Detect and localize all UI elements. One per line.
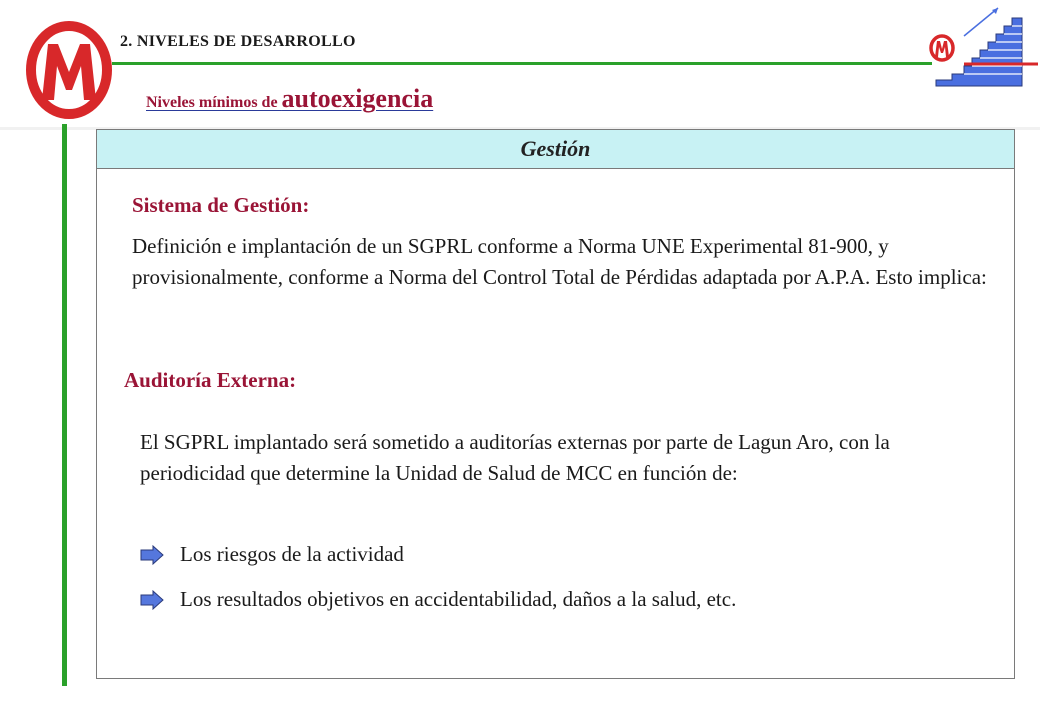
list-item [140, 587, 736, 612]
header-green-rule [112, 62, 932, 65]
arrow-right-icon [140, 545, 164, 565]
list-item [140, 542, 404, 567]
side-green-bar [62, 124, 67, 686]
heading-sistema-gestion: Sistema de Gestión: [132, 193, 310, 217]
bullet-text: Los resultados objetivos en accidentabilidad, daños a la salud, etc. [180, 587, 737, 611]
subtitle-emphasis: autoexigencia [281, 84, 434, 113]
page-subtitle [146, 84, 433, 114]
section-title: 2. NIVELES DE DESARROLLO [120, 33, 356, 50]
mcc-logo-icon [24, 20, 114, 120]
stairs-progress-icon [926, 2, 1038, 94]
heading-auditoria-externa: Auditoría Externa: [124, 368, 297, 392]
paragraph-auditoria-externa: El SGPRL implantado será sometido a auditorías externas por parte de Lagun Aro, con la periodicidad que determine la Unidad de Salud de MCC en función de: [140, 430, 890, 485]
arrow-right-icon [140, 590, 164, 610]
box-title: Gestión [97, 130, 1014, 169]
logo-letter: M [69, 118, 70, 119]
bullet-text: Los riesgos de la actividad [180, 542, 404, 566]
subtitle-prefix: Niveles mínimos de [146, 94, 282, 111]
paragraph-sistema-gestion: Definición e implantación de un SGPRL conforme a Norma UNE Experimental 81-900, y provisionalmente, conforme a Norma del Control Total de Pérdidas adaptada por A.P.A. Esto implica: [132, 234, 987, 289]
